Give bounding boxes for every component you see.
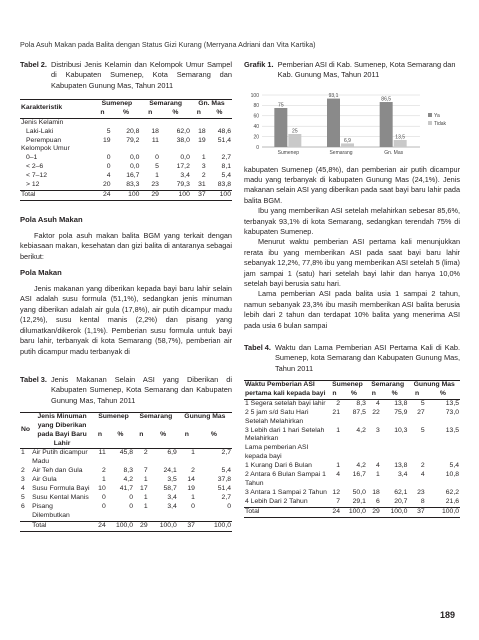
table-cell: 4,2	[123, 476, 133, 484]
table-cell: 29	[372, 507, 380, 515]
table-cell: 24	[332, 507, 340, 515]
row-label: 2 Antara 6 Bulan Sampai 1 Tahun	[245, 471, 326, 487]
table-cell: 41,7	[119, 485, 133, 493]
table4-subheader: %	[439, 389, 446, 397]
table-cell: 10,8	[445, 471, 459, 479]
table3-group-header: Semarang	[139, 412, 173, 420]
table-cell: 12	[332, 488, 340, 496]
table-row	[244, 498, 460, 507]
table4-subheader: n	[371, 389, 376, 397]
table2-subheader: n	[100, 108, 105, 116]
table-cell	[160, 118, 191, 127]
table4-group-header: Sumenep	[332, 380, 363, 388]
bar-tidak	[288, 134, 301, 147]
table-row	[20, 449, 232, 467]
table-cell: 62,1	[394, 488, 408, 496]
table-cell: 1	[21, 449, 25, 457]
table-cell: 50,0	[352, 488, 366, 496]
table-cell: 62,0	[176, 127, 190, 135]
table-cell: 0	[155, 154, 159, 162]
bar-ya	[274, 108, 287, 147]
table-cell: 19	[102, 136, 111, 144]
table-cell: 4	[336, 471, 340, 479]
table-cell: 1	[376, 471, 380, 479]
table-cell: 31	[198, 181, 206, 189]
table3-label: Tabel 3.	[20, 374, 47, 384]
row-label: Kelompok Umur	[21, 145, 70, 153]
row-label: 1 Segera setelah bayi lahir	[245, 399, 326, 407]
table3-subheader: %	[117, 430, 124, 438]
table2	[20, 99, 232, 201]
row-label: Lama pemberian ASI kepada bayi	[245, 444, 309, 461]
table-row	[20, 163, 232, 172]
table-cell: 7	[336, 497, 340, 505]
table4-subheader: %	[350, 389, 357, 397]
left-column	[20, 60, 232, 532]
total-row	[20, 521, 232, 531]
table-cell: 23	[151, 181, 159, 189]
table-row	[244, 444, 460, 462]
table-cell: 37	[187, 521, 195, 529]
table-cell: 20	[102, 181, 111, 189]
table-cell: 8,3	[356, 399, 366, 407]
table-cell: 83,8	[217, 181, 231, 189]
table3-group-header: Sumenep	[98, 412, 129, 420]
table4-caption	[244, 343, 460, 374]
table4-col-waktu: Waktu Pemberian ASI pertama kali kepada bayi	[245, 380, 326, 397]
table-cell: 16,7	[126, 172, 140, 180]
table-cell: 10,3	[394, 426, 408, 434]
table-cell	[207, 118, 232, 127]
table-cell	[20, 521, 31, 531]
row-label: 2 5 jam s/d Satu Hari Setelah Melahirkan	[245, 408, 309, 425]
table-cell: 0	[106, 154, 111, 162]
table2-subheader: %	[216, 108, 223, 116]
table4-group-header: Semarang	[371, 380, 405, 388]
table3-subheader: n	[184, 430, 189, 438]
table-cell: 100,0	[213, 521, 231, 529]
table-cell: 20,7	[394, 497, 408, 505]
table-cell: 1	[191, 449, 195, 457]
table2-subheader: %	[122, 108, 129, 116]
row-label: 4 Lebih Dari 2 Tahun	[245, 497, 308, 505]
table-cell: 3,4	[398, 471, 408, 479]
table-cell: 0,0	[130, 163, 140, 171]
paragraph: Faktor pola asuh makan balita BGM yang terkait dengan kebiasaan makan, kesehatan dan gizi balita di antaranya sebagai berikut:	[20, 230, 232, 261]
table-cell: 6	[21, 502, 25, 510]
table-row	[244, 409, 460, 427]
table-cell: 100,0	[390, 507, 408, 515]
y-tick-label: 20	[253, 133, 259, 140]
table-cell: 2,7	[221, 154, 231, 162]
grafik1-caption-text: Pemberian ASI di Kab. Sumenep, Kota Semarang dan Kab. Gunung Mas, Tahun 2011	[277, 60, 456, 80]
table4-subheader: %	[391, 389, 398, 397]
table-cell: 51,4	[217, 136, 231, 144]
table-cell	[160, 145, 191, 154]
row-label: Laki-Laki	[26, 127, 54, 135]
table-cell: 23	[417, 488, 425, 496]
table-cell: 38,0	[176, 136, 190, 144]
table-cell: 11	[98, 449, 106, 457]
y-tick-label: 60	[253, 113, 259, 120]
table4-group-header: Gunung Mas	[413, 380, 455, 388]
row-label: Air Teh dan Gula	[32, 467, 83, 475]
table-cell	[408, 444, 425, 462]
table-cell: 5	[155, 163, 159, 171]
table-cell: 18	[151, 127, 159, 135]
table4-subheader: n	[415, 389, 420, 397]
table-cell: 0,0	[180, 154, 190, 162]
table3-subheader: n	[139, 430, 144, 438]
table-cell: 1	[336, 462, 340, 470]
table3-subheader: %	[160, 430, 167, 438]
table-cell: 21	[332, 408, 340, 416]
row-label: < 2–6	[26, 163, 44, 171]
row-label: Air Putih dicampur Madu	[32, 449, 88, 466]
y-tick-label: 100	[250, 92, 259, 99]
table-row	[20, 137, 232, 146]
table2-group-header: Sumenep	[101, 99, 133, 107]
table-cell: 51,4	[217, 485, 231, 493]
table-cell: 3,4	[167, 502, 177, 510]
total-row	[244, 507, 460, 517]
table3-caption-text: Jenis Makanan Selain ASI yang Diberikan di Kabupaten Sumenep, Kota Semarang dan Kabupaten Gunung Mas, Tahun 2011	[50, 374, 232, 405]
table-cell: 20,8	[126, 127, 140, 135]
table-cell	[140, 145, 159, 154]
table-cell: 0,0	[130, 154, 140, 162]
legend-swatch	[428, 121, 432, 125]
table3-subheader: n	[97, 430, 102, 438]
paragraph: Menurut waktu pemberian ASI pertama kali menunjukkan rerata ibu yang memberikan ASI pada saat bayi baru lahir sebanyak 12,2%, 77,8% ibu yang memberikan ASI setelah 5 (lima) jam sampai 1 (satu) hari setelah bayi lahir dan hanya 10,0% setelah bayi berusia satu hari.	[244, 237, 460, 289]
table2-group-header: Gn. Mas	[198, 99, 225, 107]
table-cell: 17,2	[176, 163, 190, 171]
running-header: Pola Asuh Makan pada Balita dengan Status Gizi Kurang (Merryana Adriani dan Vita Kartika)	[20, 40, 316, 49]
table-cell: 0	[101, 502, 106, 510]
table-row	[244, 399, 460, 408]
table-cell: 58,7	[163, 485, 177, 493]
table4-caption-text: Waktu dan Lama Pemberian ASI Pertama Kali di Kab. Sumenep, kota Semarang dan Kabupaten Gunung Mas, Tahun 2011	[274, 343, 460, 373]
table-cell: 4	[420, 471, 425, 479]
table2-caption-text: Distribusi Jenis Kelamin dan Kelompok Umur Sampel di Kabupaten Sumenep, Kota Semarang dan Kabupaten Gunung Mas, Tahun 2011	[50, 60, 232, 90]
table-cell: 100,0	[115, 521, 133, 529]
table-cell: 5	[420, 426, 425, 434]
row-label: < 7–12	[26, 172, 47, 180]
table-row	[20, 476, 232, 485]
table-cell: 3	[201, 163, 206, 171]
table-cell: 18	[198, 127, 206, 135]
table-cell: 0	[106, 163, 111, 171]
table-cell	[140, 118, 159, 127]
data-label: 6,9	[344, 137, 351, 144]
table-cell: 13,5	[445, 399, 459, 407]
table-cell: 3	[21, 476, 25, 484]
table-cell: 24	[98, 521, 106, 529]
y-tick-label: 80	[253, 102, 259, 109]
table-cell: 2	[101, 467, 106, 475]
table-cell: 0	[129, 493, 133, 501]
table-row	[20, 145, 232, 154]
table-cell: 29,1	[352, 497, 366, 505]
table-cell: 1	[201, 154, 206, 162]
legend-label: Tidak	[434, 120, 447, 127]
bar-tidak	[341, 143, 354, 147]
table-cell: 4	[106, 172, 111, 180]
row-label: 3 Antara 1 Sampai 2 Tahun	[245, 488, 327, 496]
table-cell: 10	[98, 485, 106, 493]
table-cell: 1	[143, 502, 148, 510]
table-cell: 5	[106, 127, 111, 135]
table-cell	[207, 145, 232, 154]
table-cell: 4	[376, 462, 380, 470]
table2-group-header: Semarang	[149, 99, 183, 107]
table-cell: 62,2	[445, 488, 459, 496]
table-cell: 6	[376, 497, 380, 505]
row-label: Susu Kental Manis	[32, 493, 89, 501]
table-cell: 5,4	[449, 462, 459, 470]
row-label: 1 Kurang Dari 6 Bulan	[245, 462, 312, 470]
table-cell: 24	[102, 190, 111, 198]
table-cell: 27	[417, 408, 425, 416]
table-cell: 14	[187, 476, 195, 484]
table3-col-jenis: Jenis Minuman yang Diberikan pada Bayi Baru Lahir	[37, 412, 87, 447]
table-row	[20, 154, 232, 163]
row-label: Susu Formula Bayi	[32, 485, 90, 493]
table-cell: 37,8	[217, 476, 231, 484]
x-tick-label: Semarang	[329, 149, 353, 156]
table-cell: 37	[417, 507, 425, 515]
table-row	[244, 427, 460, 445]
right-column	[244, 60, 460, 518]
table-cell: 83,3	[126, 181, 140, 189]
table-cell: 11	[151, 136, 159, 144]
bar-chart	[244, 89, 460, 161]
table2-subheader: n	[148, 108, 153, 116]
table-cell: 19	[198, 136, 206, 144]
table-cell: Total	[245, 507, 260, 515]
data-label: 13,5	[395, 134, 406, 141]
table-cell: 1	[191, 493, 195, 501]
table-row	[20, 503, 232, 521]
table-cell: 13,5	[445, 426, 459, 434]
table-cell: 1	[155, 172, 159, 180]
table-row	[20, 467, 232, 476]
table-cell: 2	[201, 172, 206, 180]
table-cell: 37	[198, 190, 206, 198]
table-row	[244, 471, 460, 489]
table3-subheader: %	[210, 430, 217, 438]
table-cell: 4,2	[356, 426, 366, 434]
data-label: 25	[292, 128, 298, 135]
table-cell: Total	[32, 521, 47, 529]
table-cell: 19	[187, 485, 195, 493]
table-cell	[381, 444, 409, 462]
table4	[244, 380, 460, 518]
y-tick-label: 0	[256, 144, 259, 151]
bar-ya	[327, 98, 340, 146]
table-row	[244, 462, 460, 471]
table3	[20, 412, 232, 532]
table-cell: 4	[21, 485, 25, 493]
table2-col-karakteristik: Karakteristik	[21, 104, 63, 112]
table-cell: 79,3	[176, 181, 190, 189]
table-cell	[191, 118, 207, 127]
table-cell: 21,6	[445, 497, 459, 505]
paragraph: kabupaten Sumenep (45,8%), dan pemberian air putih dicampur madu yang terbanyak di kabupaten Gunung Mas (24,1%). Jenis makanan selain ASI yang diberikan pada saat bayi baru lahir pada balita BGM.	[244, 164, 460, 205]
row-label: 0–1	[26, 154, 38, 162]
paragraph: Ibu yang memberikan ASI setelah melahirkan sebesar 85,6%, terbanyak 93,1% di kota Semarang, sedangkan terendah 75% di kabupaten Sumenep.	[244, 206, 460, 237]
table-row	[244, 489, 460, 498]
table-row	[20, 494, 232, 503]
table-cell: 29	[140, 521, 148, 529]
table-cell: 3,5	[167, 476, 177, 484]
data-label: 86,5	[381, 96, 392, 103]
table-cell	[328, 444, 341, 462]
table-cell: 16,7	[352, 471, 366, 479]
table-cell: 2	[420, 462, 425, 470]
table-cell: 3,4	[167, 493, 177, 501]
table-cell	[93, 118, 111, 127]
table-row	[20, 172, 232, 181]
table-cell: 1	[143, 493, 148, 501]
table-cell: 1	[143, 476, 148, 484]
table-cell	[112, 118, 141, 127]
table-cell: 22	[372, 408, 380, 416]
table-cell	[112, 145, 141, 154]
table-cell: 2	[21, 467, 25, 475]
grafik1-caption	[244, 60, 460, 81]
table-cell: 1	[336, 426, 340, 434]
table-row	[20, 181, 232, 190]
table-cell	[191, 145, 207, 154]
table-cell: 48,6	[217, 127, 231, 135]
table-cell: 0	[227, 502, 231, 510]
table-cell: 100	[178, 190, 190, 198]
paragraph: Jenis makanan yang diberikan kepada bayi baru lahir selain ASI adalah susu formula (51,1%), sedangkan jenis minuman yang diberikan adalah air gula (17,8%), air putih dicampur madu (12,2%), susu kental manis (2,2%) dan pisang yang dilumatkan/dikerok (1,1%). Pemberian susu formula untuk bayi baru lahir, terbanyak di kota Semarang (58,7%), pemberian air putih dicampur madu terbanyak di	[20, 284, 232, 356]
table-cell: 3,4	[180, 172, 190, 180]
grafik1-label: Grafik 1.	[244, 60, 274, 69]
table4-subheader: n	[332, 389, 337, 397]
paragraph: Lama pemberian ASI pada balita usia 1 sampai 2 tahun, namun sebanyak 23,3% ibu masih memberikan ASI balita berusia lebih dari 2 tahun dan terdapat 10% balita yang menerima ASI pada usia 6 bulan sampai	[244, 289, 460, 330]
table-cell: 6,9	[167, 449, 177, 457]
row-label: Air Gula	[32, 476, 57, 484]
table-cell: 8	[420, 497, 425, 505]
table-cell: 0	[129, 502, 133, 510]
bar-tidak	[394, 140, 407, 147]
table-cell: 24,1	[163, 467, 177, 475]
page-number: 189	[440, 610, 456, 620]
row-label: > 12	[26, 181, 40, 189]
table-cell: 5	[420, 399, 425, 407]
legend-label: Ya	[434, 112, 440, 119]
table-cell	[93, 145, 111, 154]
table-cell: 5	[21, 493, 25, 501]
table-cell: 8,3	[123, 467, 133, 475]
table-cell: 3	[376, 426, 380, 434]
data-label: 93,1	[328, 92, 339, 99]
table-cell: 5,4	[221, 172, 231, 180]
table-cell: 45,8	[119, 449, 133, 457]
table2-caption	[20, 60, 232, 91]
table-cell: 7	[143, 467, 148, 475]
table-row	[20, 128, 232, 137]
table4-label: Tabel 4.	[244, 343, 271, 353]
table-cell: 4,2	[356, 462, 366, 470]
x-tick-label: Gn. Mas	[384, 149, 404, 156]
table-cell: 0	[191, 502, 195, 510]
section-pola-asuh-makan: Pola Asuh Makan	[20, 214, 83, 224]
table-cell: 100,0	[348, 507, 366, 515]
table-cell: 5,4	[221, 467, 231, 475]
table-cell: 1	[101, 476, 106, 484]
table-cell: 2	[336, 399, 340, 407]
table-cell: 4	[376, 399, 380, 407]
table-cell: 100,0	[441, 507, 459, 515]
table-cell: 13,8	[394, 399, 408, 407]
table-cell: 13,8	[394, 462, 408, 470]
table3-caption	[20, 375, 232, 406]
y-tick-label: 40	[253, 123, 259, 130]
table-cell: 79,2	[126, 136, 140, 144]
table-cell	[341, 444, 367, 462]
table2-subheader: %	[172, 108, 179, 116]
table-row	[20, 118, 232, 127]
table-cell: 100,0	[159, 521, 177, 529]
row-label: Pisang Dilembutkan	[32, 502, 70, 519]
table3-col-no: No	[21, 426, 31, 434]
table-cell: 2	[191, 467, 195, 475]
table-cell: 17	[140, 485, 148, 493]
table-cell: 2,7	[221, 493, 231, 501]
table-cell: 29	[151, 190, 159, 198]
row-label: 3 Lebih dari 1 hari Setelah Melahirkan	[245, 426, 325, 443]
table-cell	[426, 444, 460, 462]
table-cell: 100	[219, 190, 231, 198]
table-cell: 100	[128, 190, 140, 198]
row-label: Jenis Kelamin	[21, 118, 64, 126]
table-cell: 2	[143, 449, 148, 457]
legend-swatch	[428, 113, 432, 117]
row-label: Total	[21, 190, 36, 198]
table-cell: 75,9	[394, 408, 408, 416]
table-cell	[367, 444, 381, 462]
data-label: 75	[278, 102, 284, 109]
table-cell: 73,0	[445, 408, 459, 416]
table-row	[20, 485, 232, 494]
table2-subheader: n	[196, 108, 201, 116]
table-cell: 8,1	[221, 163, 231, 171]
bar-ya	[380, 102, 393, 147]
table-cell: 0	[101, 493, 106, 501]
x-tick-label: Sumenep	[277, 149, 300, 156]
row-label: Perempuan	[26, 136, 62, 144]
section-pola-makan: Pola Makan	[20, 268, 62, 278]
table-cell: 87,5	[352, 408, 366, 416]
table-cell: 18	[372, 488, 380, 496]
table2-label: Tabel 2.	[20, 60, 47, 69]
table-cell: 2,7	[221, 449, 231, 457]
table-row	[20, 190, 232, 200]
table3-group-header: Gunung Mas	[184, 412, 226, 420]
